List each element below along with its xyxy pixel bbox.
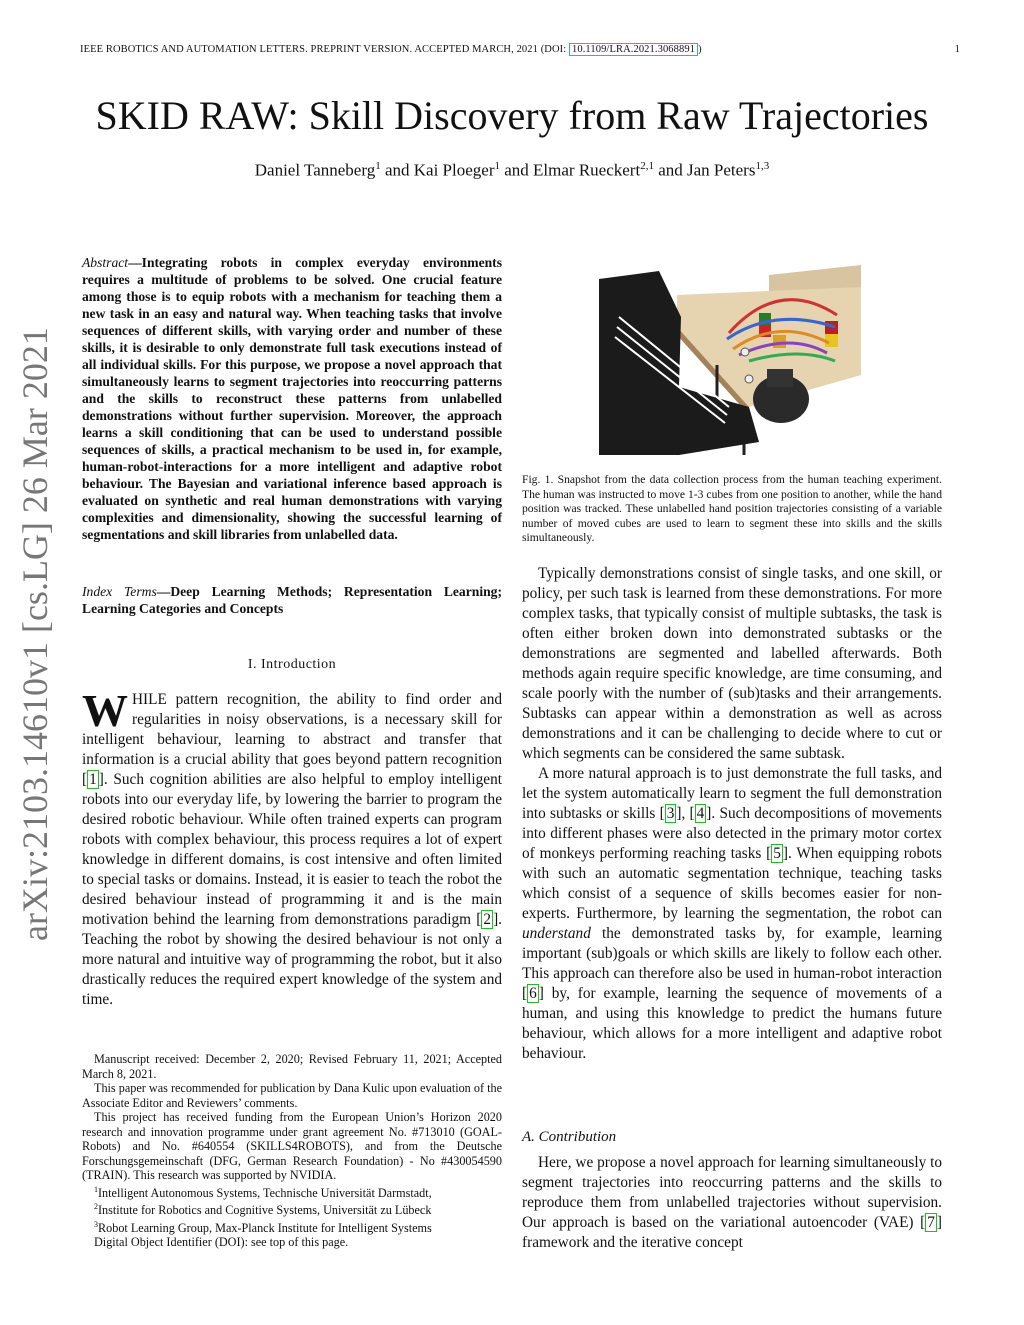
arxiv-stamp: arXiv:2103.14610v1 [cs.LG] 26 Mar 2021	[15, 327, 55, 941]
page-number: 1	[954, 44, 960, 55]
figure-photo	[599, 257, 871, 455]
author-name: Elmar Rueckert	[533, 160, 641, 180]
drop-cap: W	[82, 685, 128, 736]
author-name: Daniel Tanneberg	[254, 160, 376, 180]
running-header: IEEE ROBOTICS AND AUTOMATION LETTERS. PREPRINT VERSION. ACCEPTED MARCH, 2021 (DOI: 10.1109/LRA.2021.3068891 ) 1	[80, 44, 960, 55]
doi-link[interactable]: 10.1109/LRA.2021.3068891	[569, 43, 698, 56]
citation-link[interactable]: 1	[89, 771, 97, 788]
author-list: Daniel Tanneberg$^1$ and Kai Ploeger$^1$ and Elmar Rueckert$^{2,1}$ and Jan Peters$^{1,3}$	[254, 160, 770, 180]
contribution-text: Here, we propose a novel approach for learning simultaneously to segment trajectories into reoccurring patterns and the skills to reproduce them from unlabelled trajectories without supervision. Our approach is based on the variational autoencoder (VAE) [ 7 ] framework and the iterative concept	[522, 1154, 942, 1251]
citation-link[interactable]: 2	[483, 911, 492, 928]
subsection-heading: A. Contribution	[522, 1129, 617, 1145]
body-text-right: Typically demonstrations consist of single tasks, and one skill, or policy, per such task is learned from these demonstrations. For more complex tasks, that typically consist of multiple subtasks, the task is often either broken down into demonstrated subtasks or the demonstrations are segmented and labelled afterwards. Both methods again require specific knowledge, are time consuming, and scale poorly with the number of (sub)tasks and their arrangements. Subtasks can appear within a demonstration as well as across demonstrations and it can be challenging to decide where to cut or which segments can be considered the same subtask. A more natural approach is to just demonstrate the full tasks, and let the system automatically learn to segment the full demonstration into subtasks or skills [ 3 ], [ 4 ]. Such decompositions of movements into different phases were also detected in the primary motor cortex of monkeys performing reaching tasks [ 5 ]. When equipping robots with such an automatic segmentation technique, teaching tasks which consist of a sequence of skills becomes easier for non-experts. Furthermore, by learning the segmentation, the robot can understand the demonstrated tasks by, for example, learning important (sub)goals or which skills are likely to follow each other. This approach can therefore also be used in human-robot interaction [ 6 ] by, for example, learning the sequence of movements of a human, and using this knowledge to predict the humans future behaviour, which allows for a more intelligent and adaptive robot behaviour.	[522, 565, 943, 1062]
abstract-label: Abstract	[82, 255, 129, 270]
intro-paragraph: WHILE pattern recognition, the ability to find order and regularities in noisy observations, is a necessary skill for intelligent behaviour, learning to abstract and transfer that information is a crucial ability that goes beyond pattern recognition [ 1 ]. Such cognition abilities are also helpful to employ intelligent robots into our everyday life, by lowering the barrier to program the desired robotic behaviour. While often trained experts can program robots with complex behaviour, this process requires a lot of expert knowledge in different domains, is cost intensive and often limited to special tasks or domains. Instead, it is easier to teach the robot the desired behaviour instead of programming it and is the main motivation behind the learning from demonstrations paradigm [ 2 ]. Teaching the robot by showing the desired behaviour is not only a more natural and intuitive way of programming the robot, but it also drastically reduces the required expert knowledge of the system and time.	[82, 685, 502, 1008]
author-name: Jan Peters	[687, 160, 756, 180]
citation-link[interactable]: 4	[696, 805, 705, 822]
citation-link[interactable]: 7	[927, 1214, 935, 1231]
paper-title: SKID RAW: Skill Discovery from Raw Trajectories	[95, 93, 929, 138]
index-terms: Index Terms—Deep Learning Methods; Representation Learning; Learning Categories and Concepts	[82, 584, 502, 616]
figure-caption: Fig. 1. Snapshot from the data collection process from the human teaching experiment. The human was instructed to move 1-3 cubes from one position to another, while the hand position was tracked. These unlabelled hand position trajectories consisting of a variable number of moved cubes are used to learn to segment these into skills and the skills simultaneously.	[522, 473, 942, 545]
author-name: Kai Ploeger	[413, 160, 495, 180]
citation-link[interactable]: 3	[666, 805, 675, 822]
footnotes: Manuscript received: December 2, 2020; Revised February 11, 2021; Accepted March 8, 2021. This paper was recommended for publication by Dana Kulic upon evaluation of the Associate Editor and Reviewers’ comments. This project has received funding from the European Union’s Horizon 2020 research and innovation programme under grant agreement No. #713010 (GOAL-Robots) and No. #640554 (SKILLS4ROBOTS), and from the Deutsche Forschungsgemeinschaft (DFG, German Research Foundation) - No #430054590 (TRAIN). This research was supported by NVIDIA. $^1$Intelligent Autonomous Systems, Technische Universität Darmstadt, $^2$Institute for Robotics and Cognitive Systems, Universität zu Lübeck $^3$Robot Learning Group, Max-Planck Institute for Intelligent Systems Digital Object Identifier (DOI): see top of this page.	[82, 1052, 502, 1250]
abstract-text: —Integrating robots in complex everyday environments requires a multitude of problems to be solved. One crucial feature among those is to equip robots with a mechanism for teaching them a new task in an easy and natural way. When teaching tasks that involve sequences of different skills, with varying order and number of these skills, it is desirable to only demonstrate full task executions instead of all individual skills. For this purpose, we propose a novel approach that simultaneously learns to segment trajectories into reoccurring patterns and the skills to reconstruct these patterns from unlabelled demonstrations without further supervision. Moreover, the approach learns a skill conditioning that can be used to understand possible sequences of skills, a practical mechanism to be used in, for example, human-robot-interactions for a more intelligent and adaptive robot behaviour. The Bayesian and variational inference based approach is evaluated on synthetic and real human demonstrations with varying complexities and dimensionality, showing the successful learning of segmentations and skill libraries from unlabelled data.	[82, 255, 502, 542]
header-text: IEEE ROBOTICS AND AUTOMATION LETTERS. PREPRINT VERSION. ACCEPTED MARCH, 2021 (DOI:	[80, 44, 569, 55]
section-heading: I. Introduction	[247, 657, 337, 672]
abstract	[82, 254, 502, 543]
citation-link[interactable]: 5	[773, 845, 781, 862]
citation-link[interactable]: 6	[529, 985, 537, 1002]
